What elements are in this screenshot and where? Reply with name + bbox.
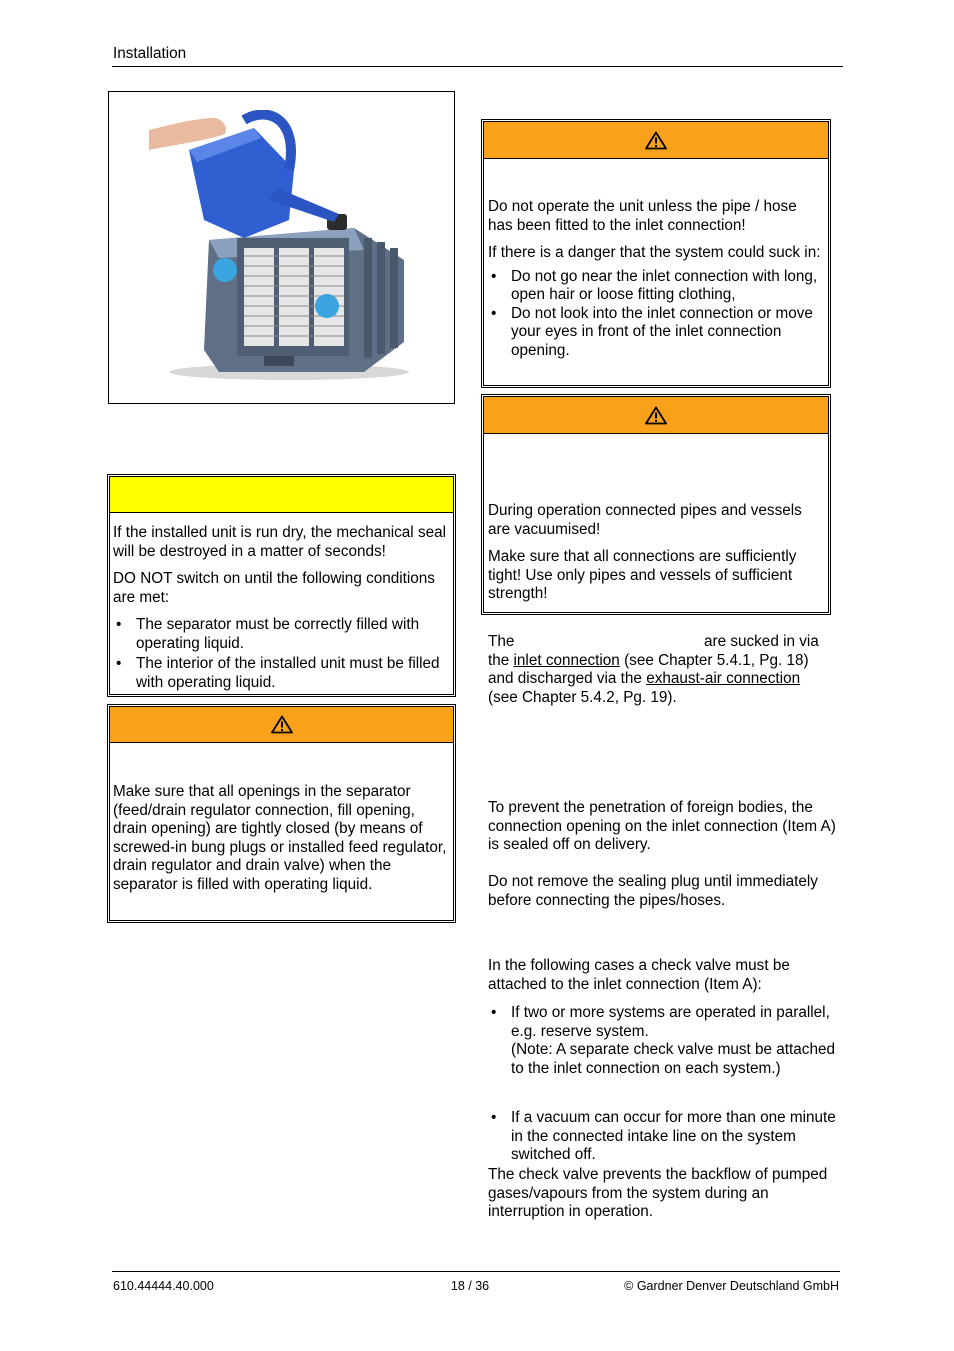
gases-text-the: The	[488, 633, 515, 650]
exhaust-air-connection-link[interactable]: exhaust-air connection	[646, 670, 801, 687]
warning-box-inlet	[481, 119, 831, 388]
warning-vacuum-text-1: During operation connected pipes and vessels are vacuumised!	[488, 502, 802, 538]
warning-triangle-icon	[645, 131, 667, 150]
warning-header-bar	[110, 707, 453, 743]
warning-inlet-text-2: If there is a danger that the system could suck in:	[488, 244, 821, 261]
warning-triangle-icon	[271, 715, 293, 734]
figure-frame	[108, 91, 455, 404]
warning-box-vacuum	[481, 394, 831, 615]
footer-copyright: © Gardner Denver Deutschland GmbH	[624, 1279, 839, 1293]
warning-header-bar	[484, 397, 828, 434]
check-valve-list-item: • If a vacuum can occur for more than one minute in the connected intake line on the system switched off.	[488, 1109, 840, 1165]
warning-box-separator	[107, 704, 456, 923]
gases-ref-2: (see Chapter 5.4.2, Pg. 19).	[488, 688, 677, 706]
check-valve-list-2	[488, 1109, 840, 1165]
footer-doc-number: 610.44444.40.000	[113, 1279, 214, 1293]
warning-vacuum-body	[488, 502, 824, 613]
running-header: Installation	[113, 45, 187, 62]
check-valve-list-item	[488, 1004, 840, 1078]
caution-list	[113, 616, 448, 692]
header-rule	[112, 66, 843, 67]
caution-text-2: DO NOT switch on until the following conditions are met:	[113, 570, 435, 606]
foreign-bodies-paragraph: To prevent the penetration of foreign bodies, the connection opening on the inlet connection (Item A) is sealed off on delivery.	[488, 799, 836, 853]
caution-header-bar	[110, 477, 453, 513]
check-valve-item-1: • If two or more systems are operated in parallel, e.g. reserve system.	[511, 1004, 830, 1040]
caution-list-item: • The interior of the installed unit must be filled with operating liquid.	[113, 655, 448, 692]
warning-inlet-list	[488, 268, 824, 361]
warning-inlet-text-1: Do not operate the unit unless the pipe / hose has been fitted to the inlet connection!	[488, 198, 797, 234]
check-valve-intro: In the following cases a check valve must be attached to the inlet connection (Item A):	[488, 957, 790, 993]
check-valve-item-1-note: (Note: A separate check valve must be attached to the inlet connection on each system.)	[511, 1041, 835, 1077]
warning-inlet-list-item: • Do not look into the inlet connection or move your eyes in front of the inlet connection opening.	[488, 305, 824, 361]
filling-unit-illustration	[149, 110, 413, 386]
inlet-connection-link[interactable]: inlet connection	[513, 651, 620, 669]
footer-page-number: 18 / 36	[450, 1279, 490, 1293]
sealing-plug-paragraph: Do not remove the sealing plug until immediately before connecting the pipes/hoses.	[488, 873, 818, 909]
caution-text-1: If the installed unit is run dry, the mechanical seal will be destroyed in a matter of seconds!	[113, 524, 447, 560]
gases-text-discharged: and discharged via the	[488, 670, 642, 687]
warning-inlet-list-item: • Do not go near the inlet connection with long, open hair or loose fitting clothing,	[488, 268, 824, 305]
footer-rule	[112, 1271, 840, 1272]
warning-vacuum-text-2: Make sure that all connections are sufficiently tight! Use only pipes and vessels of sufficient strength!	[488, 548, 797, 602]
gases-ref-1: (see Chapter 5.4.1, Pg. 18)	[624, 651, 809, 669]
check-valve-outro: The check valve prevents the backflow of pumped gases/vapours from the system during an interruption in operation.	[488, 1166, 828, 1220]
warning-triangle-icon	[645, 406, 667, 425]
gases-text-sucked: are sucked in via	[704, 633, 819, 650]
caution-body	[113, 524, 448, 692]
warning-inlet-body	[488, 198, 824, 360]
check-valve-list	[488, 1004, 840, 1078]
warning-header-bar	[484, 122, 828, 159]
gases-paragraph	[488, 633, 833, 707]
caution-list-item: • The separator must be correctly filled with operating liquid.	[113, 616, 448, 653]
gases-text-the2: the	[488, 651, 510, 669]
warning-separator-body: Make sure that all openings in the separator (feed/drain regulator connection, fill opening, drain opening) are tightly closed (by means of screwed-in bung plugs or installed feed regulator, drain regulator and drain valve) when the separator is filled with operating liquid.	[113, 783, 447, 893]
caution-box	[107, 474, 456, 697]
